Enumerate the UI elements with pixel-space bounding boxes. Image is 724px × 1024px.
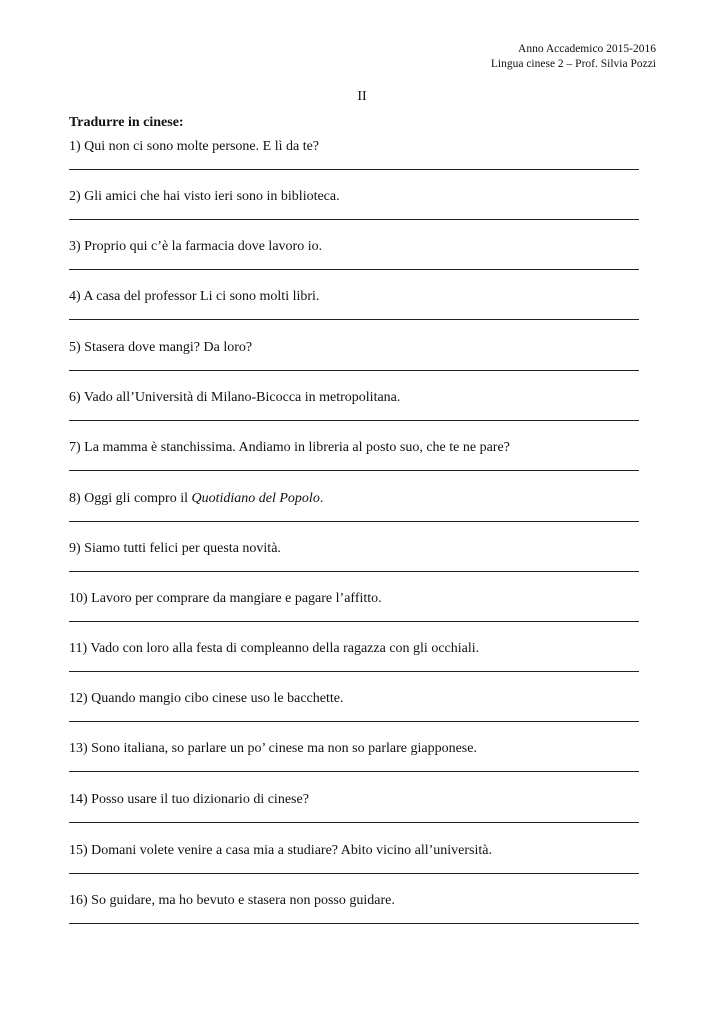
exercise-text: Gli amici che hai visto ieri sono in biblioteca. xyxy=(84,189,340,204)
exercise-number: 9) xyxy=(69,541,81,556)
exercise-item xyxy=(69,791,639,823)
exercise-text: Sono italiana, so parlare un po’ cinese ma non so parlare giapponese. xyxy=(91,741,477,756)
exercise-item xyxy=(69,288,639,320)
exercise-item xyxy=(69,740,639,772)
exercise-number: 1) xyxy=(69,139,81,154)
exercise-item xyxy=(69,138,639,170)
exercise-sentence xyxy=(69,640,639,658)
exercise-sentence xyxy=(69,389,639,407)
exercise-item xyxy=(69,389,639,421)
answer-line[interactable] xyxy=(69,521,639,522)
exercise-number: 3) xyxy=(69,239,81,254)
answer-line[interactable] xyxy=(69,721,639,722)
exercise-sentence xyxy=(69,339,639,357)
exercise-number: 10) xyxy=(69,591,88,606)
exercise-sentence xyxy=(69,590,639,608)
exercise-item xyxy=(69,590,639,622)
exercise-number: 13) xyxy=(69,741,88,756)
exercise-sentence xyxy=(69,690,639,708)
exercise-item xyxy=(69,842,639,874)
answer-line[interactable] xyxy=(69,470,639,471)
exercise-number: 8) xyxy=(69,491,81,506)
exercise-text: Stasera dove mangi? Da loro? xyxy=(84,340,253,355)
exercise-sentence xyxy=(69,490,639,508)
exercise-item xyxy=(69,238,639,270)
exercise-text: Quando mangio cibo cinese uso le bacchette. xyxy=(91,691,344,706)
exercise-number: 5) xyxy=(69,340,81,355)
exercise-text: Qui non ci sono molte persone. E lì da te? xyxy=(84,139,320,154)
exercise-text: Oggi gli compro il xyxy=(84,491,188,506)
exercise-sentence xyxy=(69,892,639,910)
exercise-number: 2) xyxy=(69,189,81,204)
section-number: II xyxy=(357,89,367,104)
answer-line[interactable] xyxy=(69,671,639,672)
exercise-sentence xyxy=(69,238,639,256)
exercise-title: Tradurre in cinese: xyxy=(69,115,184,130)
exercise-number: 12) xyxy=(69,691,88,706)
exercise-sentence xyxy=(69,791,639,809)
answer-line[interactable] xyxy=(69,822,639,823)
exercise-text: A casa del professor Li ci sono molti libri. xyxy=(83,289,320,304)
exercise-text: Siamo tutti felici per questa novità. xyxy=(84,541,281,556)
answer-line[interactable] xyxy=(69,873,639,874)
exercise-text: Lavoro per comprare da mangiare e pagare l’affitto. xyxy=(91,591,382,606)
answer-line[interactable] xyxy=(69,370,639,371)
exercise-sentence xyxy=(69,288,639,306)
exercise-text: Vado con loro alla festa di compleanno della ragazza con gli occhiali. xyxy=(90,641,480,656)
answer-line[interactable] xyxy=(69,269,639,270)
answer-line[interactable] xyxy=(69,571,639,572)
exercise-number: 14) xyxy=(69,792,88,807)
exercise-item xyxy=(69,540,639,572)
exercise-item xyxy=(69,439,639,471)
exercise-item xyxy=(69,490,639,522)
exercise-text: Proprio qui c’è la farmacia dove lavoro io. xyxy=(84,239,323,254)
exercise-number: 11) xyxy=(69,641,88,656)
exercise-text: Vado all’Università di Milano-Bicocca in metropolitana. xyxy=(83,390,401,405)
answer-line[interactable] xyxy=(69,319,639,320)
exercise-number: 4) xyxy=(69,289,81,304)
answer-line[interactable] xyxy=(69,771,639,772)
document-header xyxy=(491,42,656,72)
exercise-item xyxy=(69,690,639,722)
exercise-item xyxy=(69,640,639,672)
exercise-number: 16) xyxy=(69,893,88,908)
exercise-number: 6) xyxy=(69,390,81,405)
exercise-number: 15) xyxy=(69,843,88,858)
answer-line[interactable] xyxy=(69,621,639,622)
exercise-item xyxy=(69,892,639,924)
exercise-sentence xyxy=(69,188,639,206)
answer-line[interactable] xyxy=(69,923,639,924)
exercise-sentence xyxy=(69,439,639,457)
exercise-text: La mamma è stanchissima. Andiamo in libreria al posto suo, che te ne pare? xyxy=(84,440,510,455)
exercise-text: So guidare, ma ho bevuto e stasera non posso guidare. xyxy=(91,893,395,908)
answer-line[interactable] xyxy=(69,420,639,421)
answer-line[interactable] xyxy=(69,169,639,170)
answer-line[interactable] xyxy=(69,219,639,220)
exercise-item xyxy=(69,188,639,220)
exercise-item xyxy=(69,339,639,371)
academic-year: Anno Accademico 2015-2016 xyxy=(518,43,656,55)
exercise-text-end: . xyxy=(319,491,324,506)
exercise-sentence xyxy=(69,138,639,156)
exercise-sentence xyxy=(69,842,639,860)
exercise-text: Domani volete venire a casa mia a studiare? Abito vicino all’università. xyxy=(91,843,492,858)
exercise-text: Posso usare il tuo dizionario di cinese? xyxy=(91,792,309,807)
exercise-sentence xyxy=(69,540,639,558)
exercise-sentence xyxy=(69,740,639,758)
exercise-number: 7) xyxy=(69,440,81,455)
course-info: Lingua cinese 2 – Prof. Silvia Pozzi xyxy=(490,58,656,70)
newspaper-title: Quotidiano del Popolo xyxy=(191,491,320,506)
